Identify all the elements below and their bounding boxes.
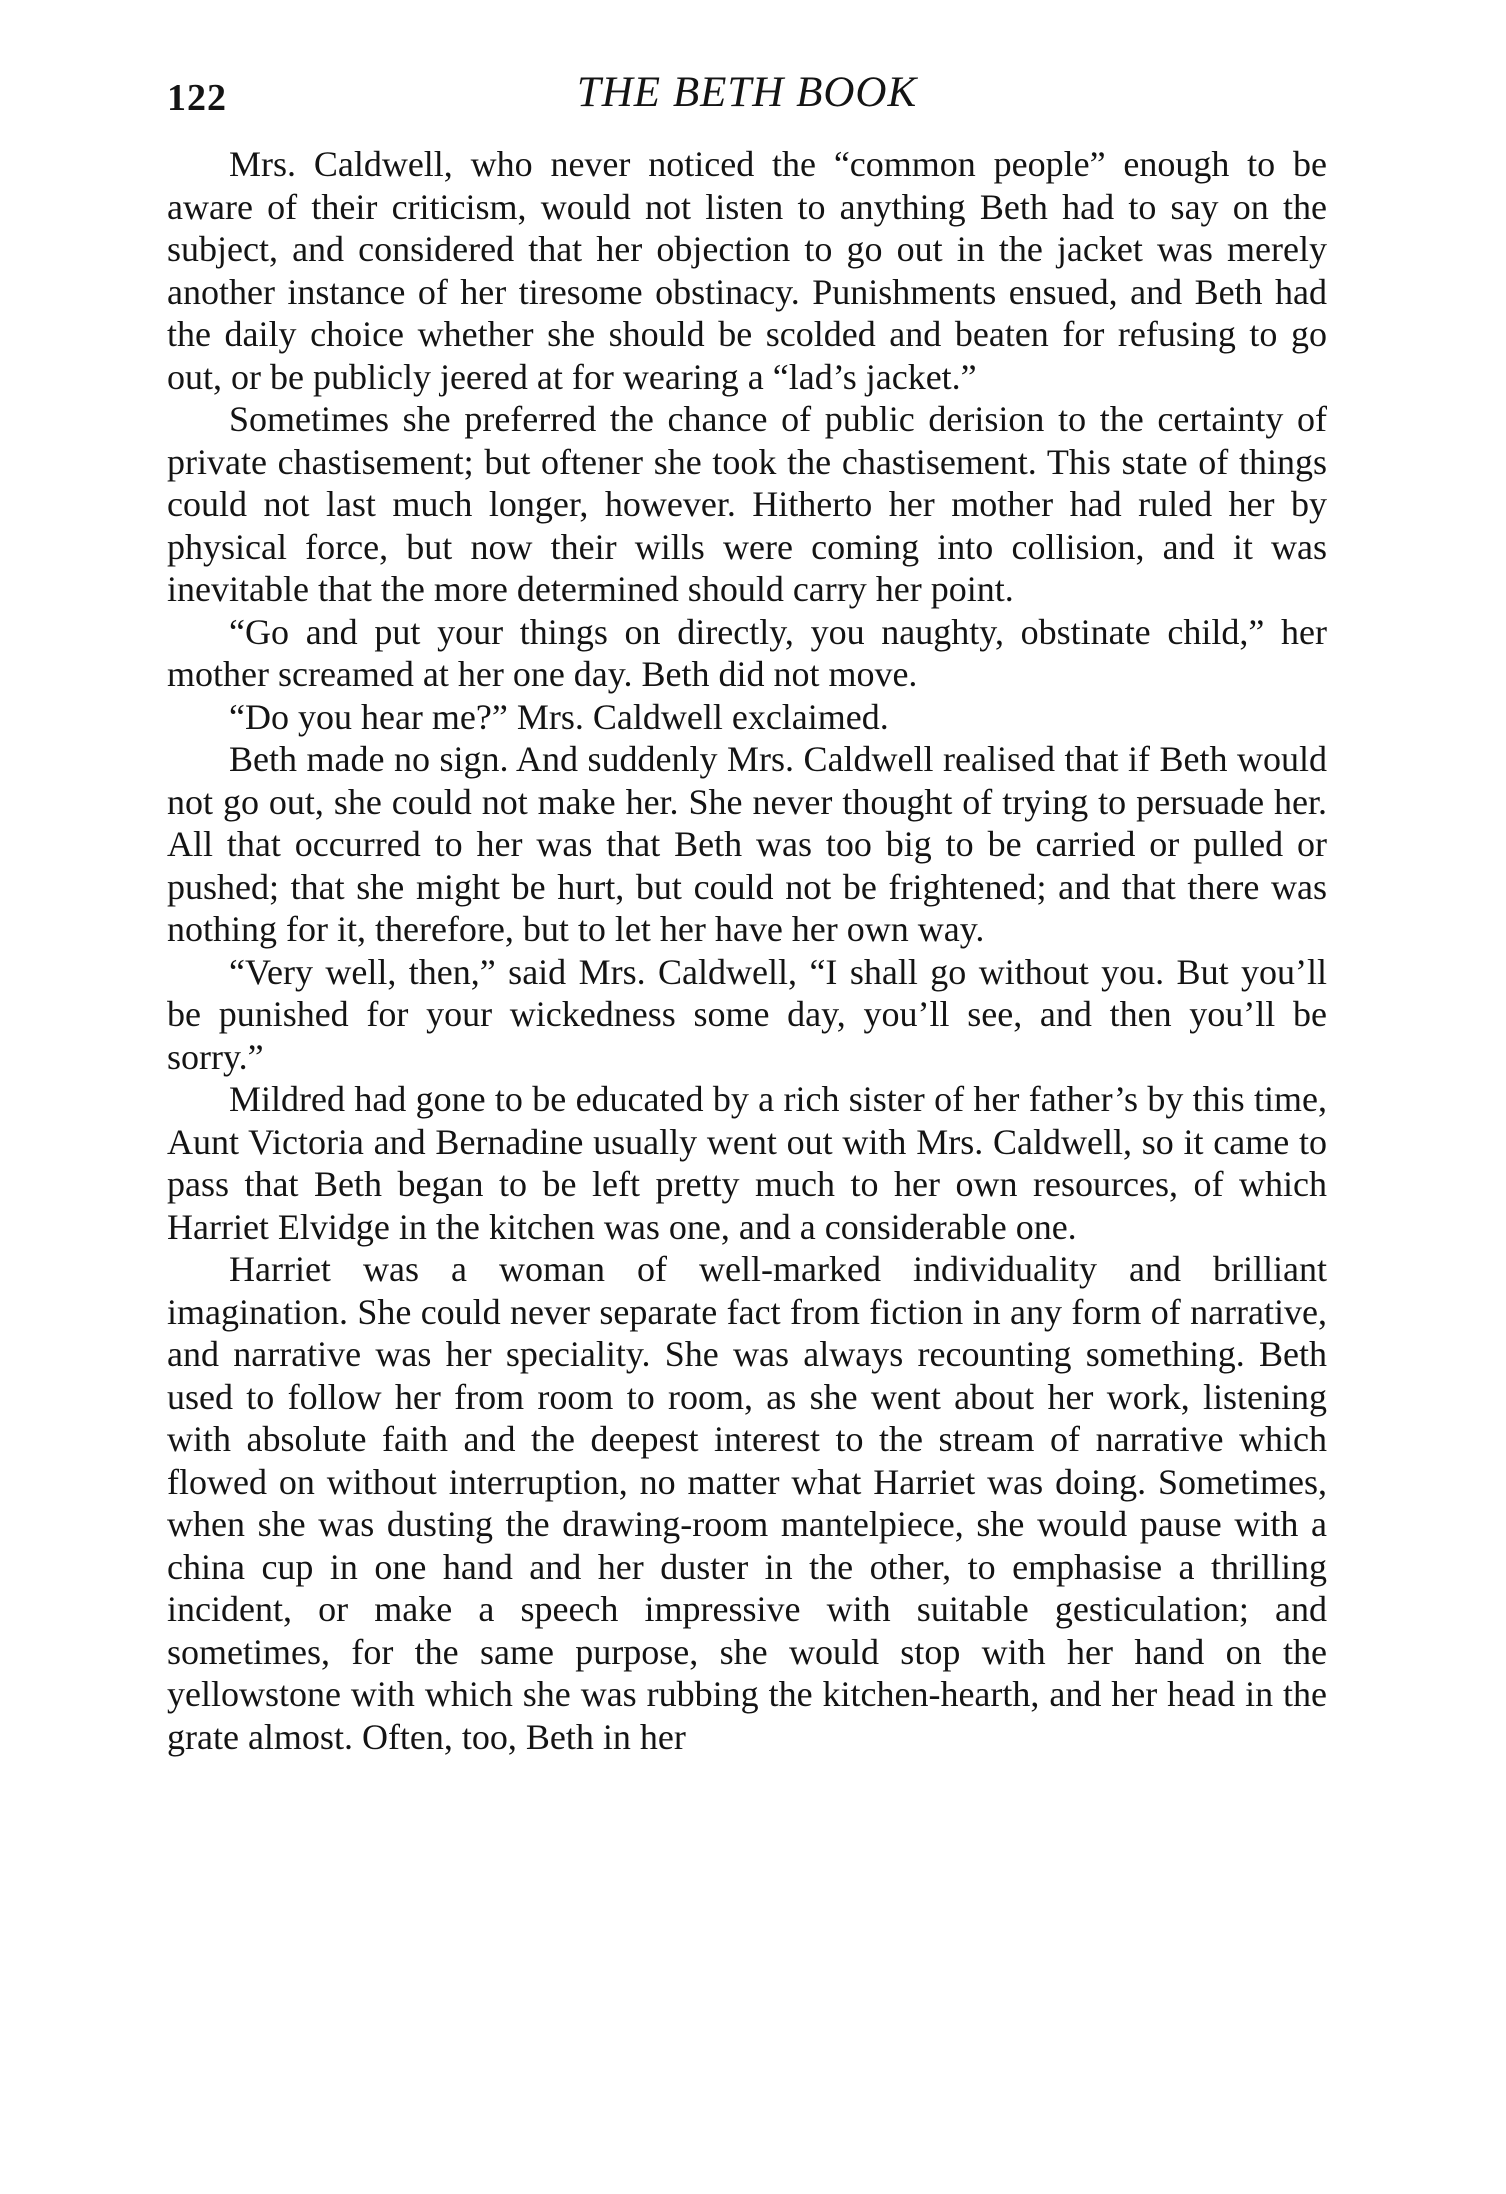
paragraph-harriet: Harriet was a woman of well-marked individuality and brilliant imagination. She could never separate fact from fiction in any form of narrative, and narrative was her speciality. She was always recounting something. Beth used to follow her from room to room, as she went about her work, listening with absolute faith and the deepest interest to the stream of narrative which flowed on without interruption, no matter what Harriet was doing. Sometimes, when she was dusting the drawing-room mantelpiece, she would pause with a china cup in one hand and her duster in the other, to emphasise a thrilling incident, or make a speech impressive with suitable gesticulation; and sometimes, for the same purpose, she would stop with her hand on the yellowstone with which she was rubbing the kitchen-hearth, and her head in the grate almost. Often, too, Beth in her (167, 1249, 1327, 1757)
paragraph-jacket-objection: Mrs. Caldwell, who never noticed the “common people” enough to be aware of their criticism, would not listen to anything Beth had to say on the subject, and considered that her objection to go out in the jacket was merely another instance of her tiresome obstinacy. Punishments ensued, and Beth had the daily choice whether she should be scolded and beaten for refusing to go out, or be publicly jeered at for wearing a “lad’s jacket.” (167, 144, 1327, 397)
paragraph-go-and-put: “Go and put your things on directly, you naughty, obstinate child,” her mother screamed at her one day. Beth did not move. (167, 611, 1327, 694)
paragraph-chastisement: Sometimes she preferred the chance of public derision to the certainty of private chastisement; but oftener she took the chastisement. This state of things could not last much longer, however. Hitherto her mother had ruled her by physical force, but now their wills were coming into collision, and it was inevitable that the more determined should carry her point. (167, 399, 1327, 609)
body-text (167, 143, 1327, 1758)
page-header (167, 68, 1327, 128)
paragraph-made-no-sign: Beth made no sign. And suddenly Mrs. Caldwell realised that if Beth would not go out, she could not make her. She never thought of trying to persuade her. All that occurred to her was that Beth was too big to be carried or pulled or pushed; that she might be hurt, but could not be frightened; and that there was nothing for it, therefore, but to let her have her own way. (167, 739, 1327, 949)
paragraph-very-well: “Very well, then,” said Mrs. Caldwell, “I shall go without you. But you’ll be punished for your wickedness some day, you’ll see, and then you’ll be sorry.” (167, 951, 1327, 1077)
page-number: 122 (167, 77, 227, 119)
paragraph-mildred: Mildred had gone to be educated by a rich sister of her father’s by this time, Aunt Victoria and Bernadine usually went out with Mrs. Caldwell, so it came to pass that Beth began to be left pretty much to her own resources, of which Harriet Elvidge in the kitchen was one, and a considerable one. (167, 1079, 1327, 1247)
running-title: THE BETH BOOK (576, 69, 918, 116)
paragraph-do-you-hear: “Do you hear me?” Mrs. Caldwell exclaimed. (229, 696, 889, 737)
